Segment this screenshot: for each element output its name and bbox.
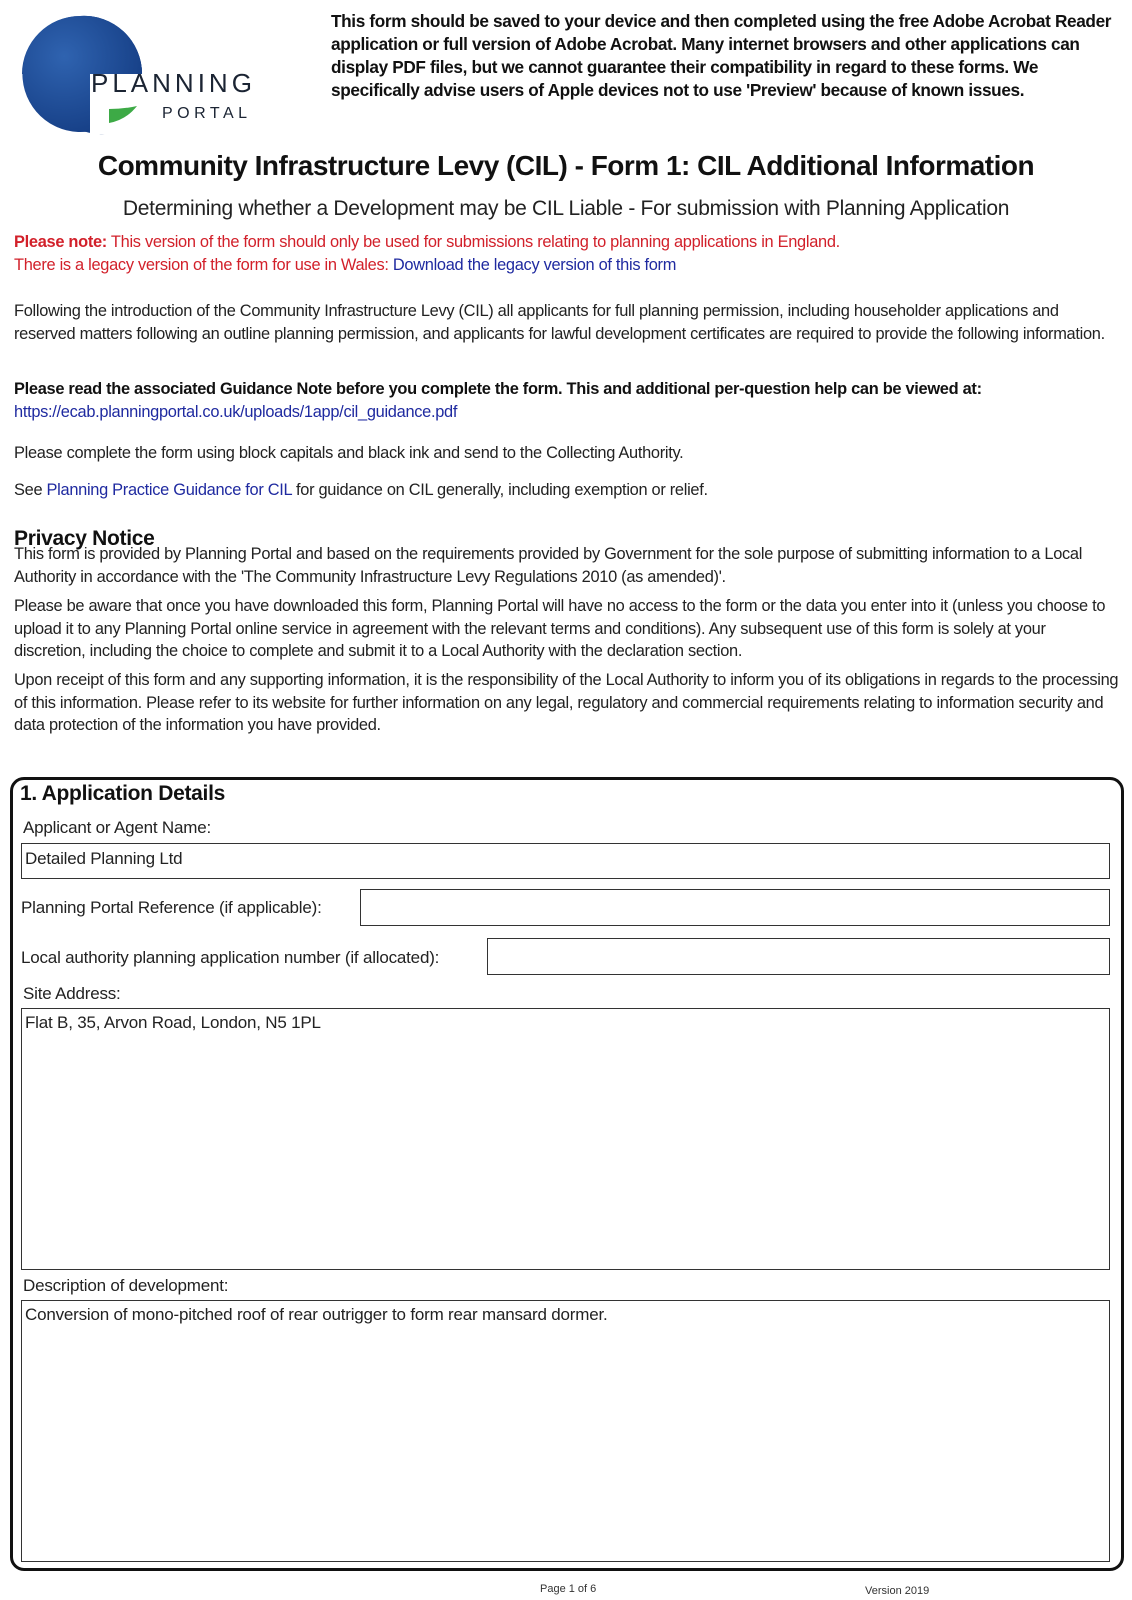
see-guidance-line (14, 479, 1119, 502)
description-field[interactable]: Conversion of mono-pitched roof of rear outrigger to form rear mansard dormer. (21, 1300, 1110, 1562)
form-subtitle: Determining whether a Development may be CIL Liable - For submission with Planning Application (122, 197, 1010, 220)
privacy-paragraph-3: Upon receipt of this form and any supporting information, it is the responsibility of the Local Authority to inform you of its obligations in regards to the processing of this information. Please refer to its website for further information on any legal, regulatory and commercial requirements relating to information security and data protection of the information you have provided. (14, 671, 1119, 734)
svg-text:PLANNING: PLANNING (91, 68, 256, 98)
form-title: Community Infrastructure Levy (CIL) - Form 1: CIL Additional Information (97, 150, 1035, 181)
planning-practice-guidance-link[interactable]: Planning Practice Guidance for CIL (46, 481, 292, 499)
page-number: Page 1 of 6 (540, 1583, 597, 1595)
complete-instruction: Please complete the form using block capitals and black ink and send to the Collecting Authority. (14, 444, 684, 462)
planning-portal-logo (14, 14, 276, 136)
intro-paragraph: Following the introduction of the Community Infrastructure Levy (CIL) all applicants for full planning permission, including householder applications and reserved matters following an outline planning permission, and applicants for lawful development certificates are required to provide the following information. (14, 302, 1105, 343)
please-note-label: Please note: (14, 233, 107, 251)
applicant-name-field[interactable]: Detailed Planning Ltd (21, 843, 1110, 879)
privacy-paragraph-2: Please be aware that once you have downloaded this form, Planning Portal will have no access to the form or the data you enter into it (unless you choose to upload it to any Planning Portal online service in agreement with the relevant terms and conditions). Any subsequent use of this form is solely at your discretion, including the choice to complete and submit it to a Local Authority with the declaration section. (14, 597, 1106, 660)
portal-reference-field[interactable] (360, 889, 1110, 926)
application-details-heading: 1. Application Details (20, 782, 225, 805)
privacy-paragraph-1: This form is provided by Planning Portal and based on the requirements provided by Government for the sole purpose of submitting information to a Local Authority in accordance with the 'The Community Infrastructure Levy Regulations 2010 (as amended)'. (14, 545, 1083, 586)
la-application-number-field[interactable] (487, 938, 1110, 975)
description-label: Description of development: (23, 1276, 229, 1295)
guidance-pdf-link[interactable]: https://ecab.planningportal.co.uk/uploads/1app/cil_guidance.pdf (14, 402, 458, 421)
svg-text:PORTAL: PORTAL (162, 105, 252, 122)
la-application-number-label: Local authority planning application number (if allocated): (21, 948, 440, 967)
england-notice (14, 231, 1119, 254)
adobe-reader-notice: This form should be saved to your device and then completed using the free Adobe Acrobat Reader application or full version of Adobe Acrobat. Many internet browsers and other applications can display PDF files, but we cannot guarantee their compatibility in regard to these forms. We specifically advise users of Apple devices not to use 'Preview' because of known issues. (331, 11, 1112, 100)
wales-notice (14, 254, 1119, 277)
guidance-instruction: Please read the associated Guidance Note before you complete the form. This and additional per-question help can be viewed at: (14, 380, 982, 398)
site-address-label: Site Address: (23, 984, 121, 1003)
wales-notice-text: There is a legacy version of the form for use in Wales: (14, 256, 393, 274)
see-suffix: for guidance on CIL generally, including exemption or relief. (291, 481, 708, 499)
planning-portal-logo-icon (14, 14, 276, 136)
privacy-notice-heading: Privacy Notice (14, 527, 155, 550)
portal-reference-label: Planning Portal Reference (if applicable): (21, 898, 322, 917)
site-address-field[interactable]: Flat B, 35, Arvon Road, London, N5 1PL (21, 1008, 1110, 1270)
applicant-name-label: Applicant or Agent Name: (23, 818, 211, 837)
legacy-form-download-link[interactable]: Download the legacy version of this form (392, 256, 677, 274)
england-notice-text: This version of the form should only be used for submissions relating to planning applications in England. (106, 233, 840, 251)
guidance-paragraph (14, 378, 1119, 423)
form-version: Version 2019 (865, 1585, 930, 1597)
see-prefix: See (14, 481, 47, 499)
